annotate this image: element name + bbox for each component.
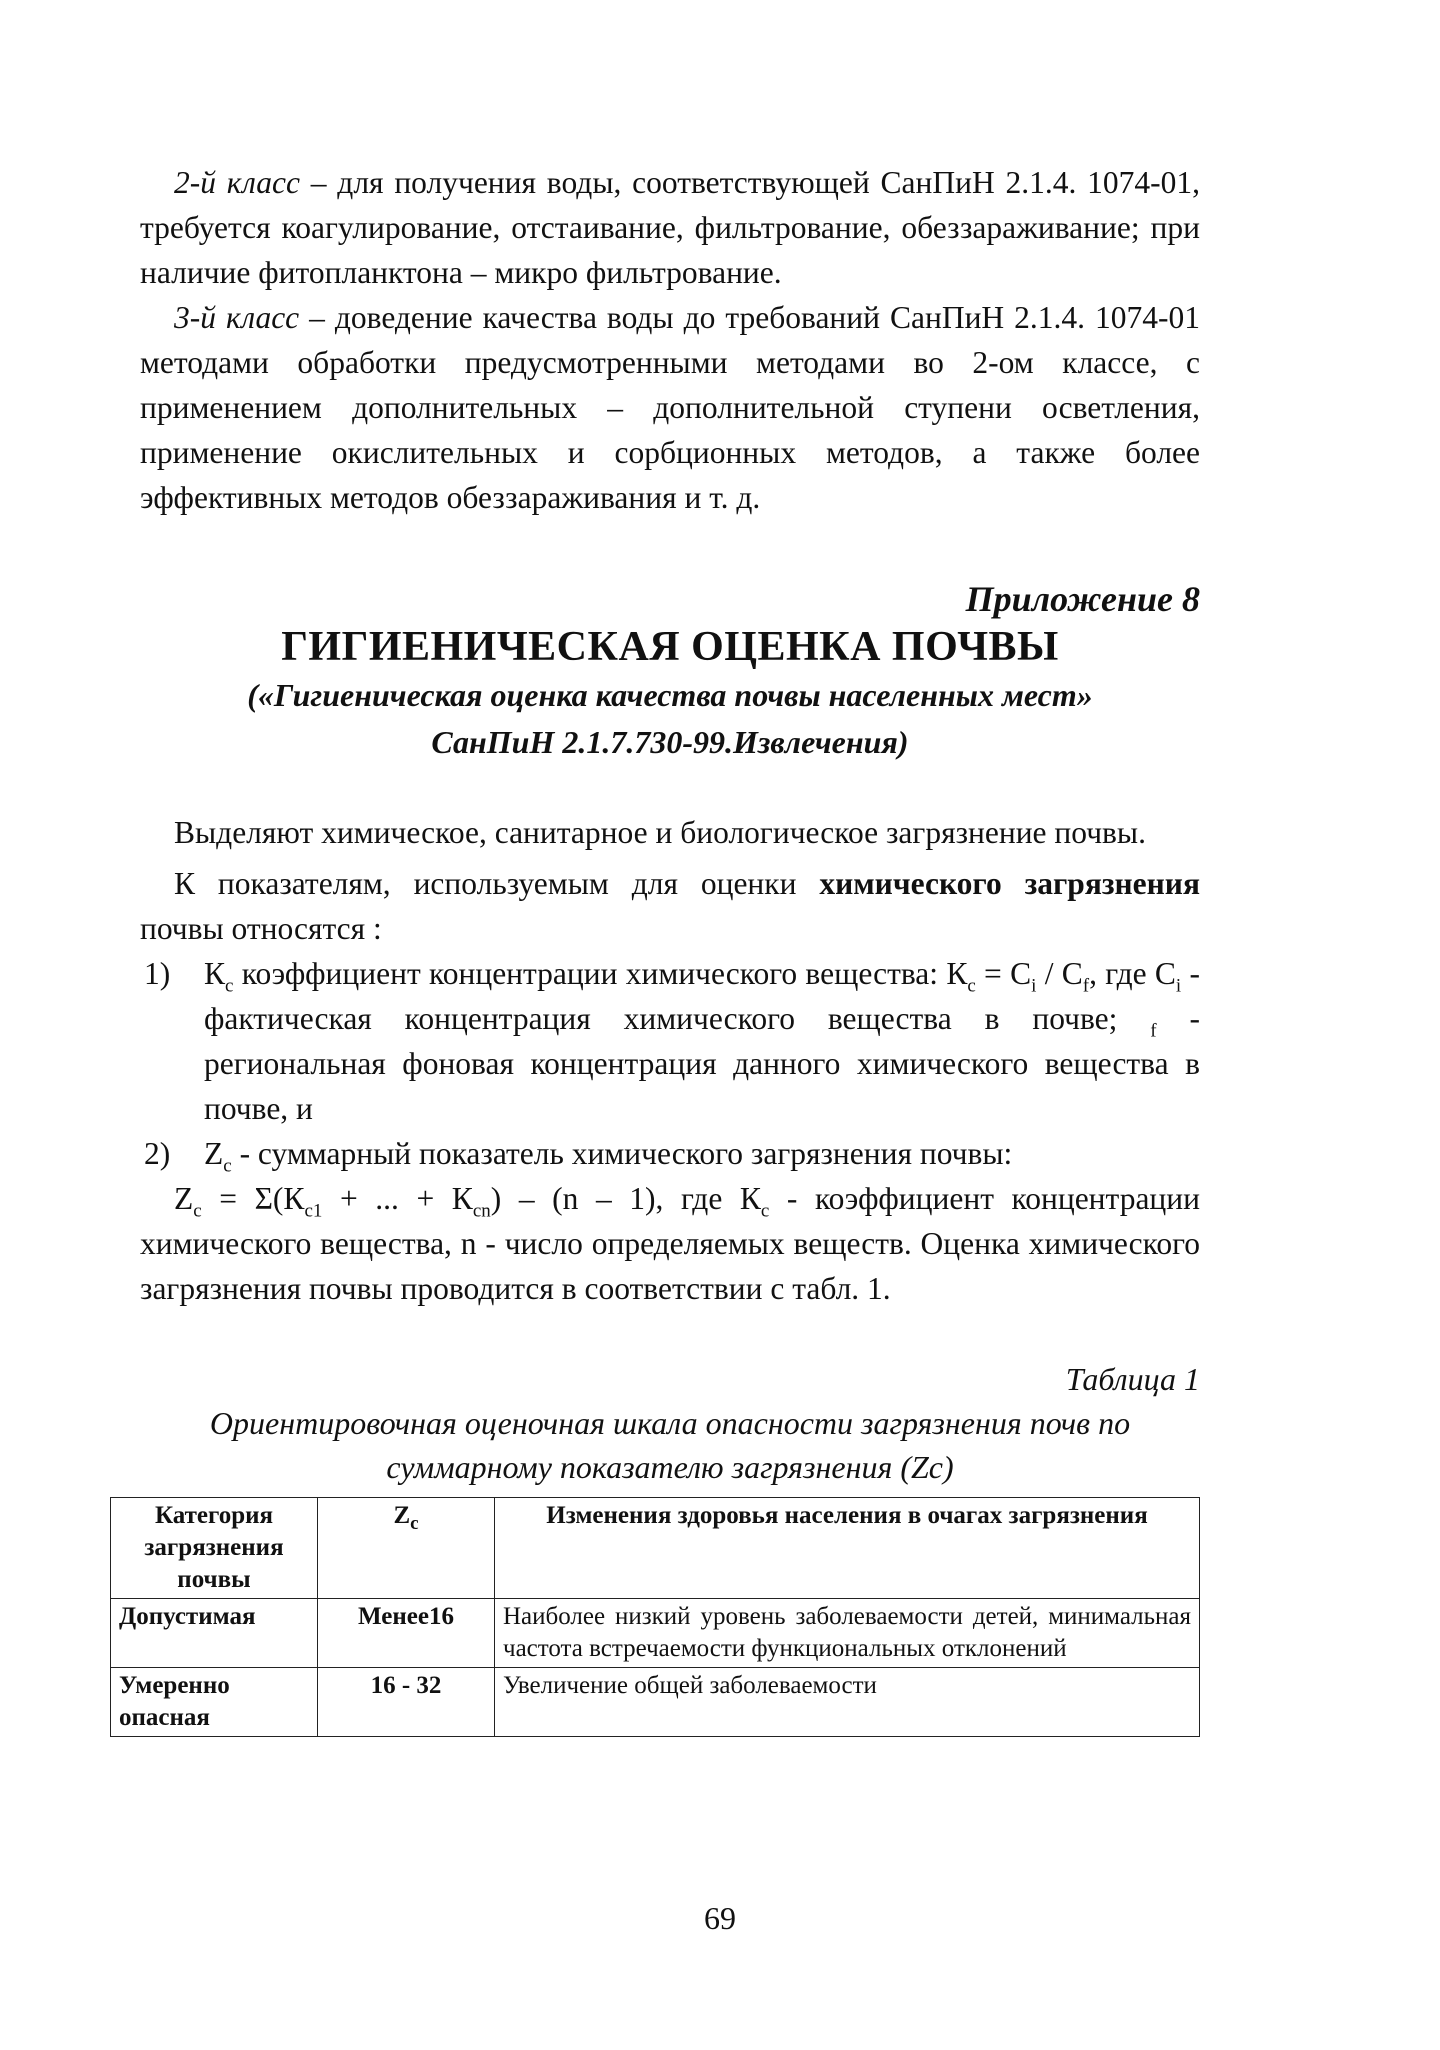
table-header-row (111, 1498, 1200, 1599)
list-number-1: 1) (144, 956, 171, 991)
class3-label: 3-й класс (174, 300, 300, 335)
item1-text-6: - региональная фоновая концентрация данного химического вещества в почве, и (204, 1001, 1200, 1126)
list-item-1 (140, 951, 1200, 1131)
formula-paragraph (140, 1176, 1200, 1311)
kc-symbol: К (204, 956, 226, 991)
header-zc (318, 1498, 495, 1599)
table-number: Таблица 1 (1065, 1361, 1200, 1397)
table-row (111, 1599, 1200, 1668)
formula-cn-subscript: cn (472, 1200, 491, 1222)
row-zc: 16 - 32 (318, 1668, 495, 1737)
list-item-2 (140, 1131, 1200, 1176)
formula-rest: ) – (n – 1), где К (490, 1181, 761, 1216)
list-body-2 (204, 1131, 1200, 1176)
class3-text: – доведение качества воды до требований СанПиН 2.1.4. 1074-01 методами обработки предусмотренными методами во 2-ом классе, с применением дополнительных – дополнительной ступени осветления, применение окислительных и сорбционных методов, а также более эффективных методов обеззараживания и т. д. (140, 300, 1200, 515)
formula-c1-subscript: c1 (304, 1200, 323, 1222)
item2-text: - суммарный показатель химического загрязнения почвы: (231, 1136, 1013, 1171)
item1-text-1: коэффициент концентрации химического вещества: К (233, 956, 968, 991)
item1-text-2: = С (975, 956, 1032, 991)
indicators-paragraph (140, 861, 1200, 951)
header-zc-symbol: Z (393, 1502, 411, 1529)
class2-paragraph (140, 160, 1200, 295)
class2-label: 2-й класс (174, 165, 300, 200)
subtitle-line-2: СанПиН 2.1.7.730-99.Извлечения) (431, 724, 909, 760)
header-category: Категория загрязнения почвы (111, 1498, 318, 1599)
table-row (111, 1668, 1200, 1737)
row-category: Допустимая (111, 1599, 318, 1668)
item1-text-4: , где С (1089, 956, 1176, 991)
row-health: Наиболее низкий уровень заболеваемости детей, минимальная частота встречаемости функциональных отклонений (495, 1599, 1200, 1668)
class2-text: – для получения воды, соответствующей СанПиН 2.1.4. 1074-01, требуется коагулирование, отстаивание, фильтрование, обеззараживание; при наличие фитопланктона – микро фильтрование. (140, 165, 1201, 290)
header-zc-subscript: с (410, 1513, 419, 1534)
zc-symbol: Z (204, 1136, 224, 1171)
cf-subscript: f (1082, 975, 1090, 997)
indicators-text-end: почвы относятся : (140, 911, 382, 946)
header-health: Изменения здоровья населения в очагах загрязнения (495, 1498, 1200, 1599)
kc-subscript: с (225, 975, 234, 997)
class3-paragraph (140, 295, 1200, 520)
indicators-text-start: К показателям, используемым для оценки (174, 866, 820, 901)
cf-subscript-2: f (1150, 1020, 1157, 1042)
document-page (119, 160, 1201, 1737)
formula-kc-subscript: с (760, 1200, 770, 1222)
row-zc: Менее16 (318, 1599, 495, 1668)
formula-z: Z (174, 1181, 194, 1216)
item1-text-5: - фактическая концентрация химического вещества в почве; (204, 956, 1200, 1036)
formula-z-subscript: с (193, 1200, 202, 1222)
main-title: ГИГИЕНИЧЕСКАЯ ОЦЕНКА ПОЧВЫ (281, 624, 1059, 670)
ci-subscript-2: i (1175, 975, 1182, 997)
formula-sum: = Σ(К (201, 1181, 305, 1216)
soil-pollution-table (110, 1497, 1200, 1737)
table-title-line-1: Ориентировочная оценочная шкала опасности загрязнения почв по (209, 1405, 1131, 1441)
table-title-line-2: суммарному показателю загрязнения (Zc) (386, 1449, 954, 1485)
pollution-types-paragraph: Выделяют химическое, санитарное и биологическое загрязнение почвы. (174, 815, 1146, 850)
row-health: Увеличение общей заболеваемости (495, 1668, 1200, 1737)
ci-subscript: i (1031, 975, 1037, 997)
formula-mid: + ... + К (322, 1181, 473, 1216)
list-body-1 (204, 951, 1200, 1131)
list-number-2: 2) (144, 1136, 171, 1171)
appendix-label: Приложение 8 (965, 579, 1200, 619)
item1-text-3: / С (1036, 956, 1083, 991)
subtitle-line-1: («Гигиеническая оценка качества почвы населенных мест» (247, 677, 1093, 713)
page-number: 69 (704, 1900, 736, 1936)
zc-subscript: с (223, 1155, 232, 1177)
row-category: Умеренно опасная (111, 1668, 318, 1737)
formula-tail: - коэффициент концентрации химического вещества, n - число определяемых веществ. Оценка химического загрязнения почвы проводится в соответствии с табл. 1. (140, 1181, 1200, 1306)
indicators-bold: химического загрязнения (819, 866, 1200, 901)
kc-subscript-2: с (967, 975, 976, 997)
